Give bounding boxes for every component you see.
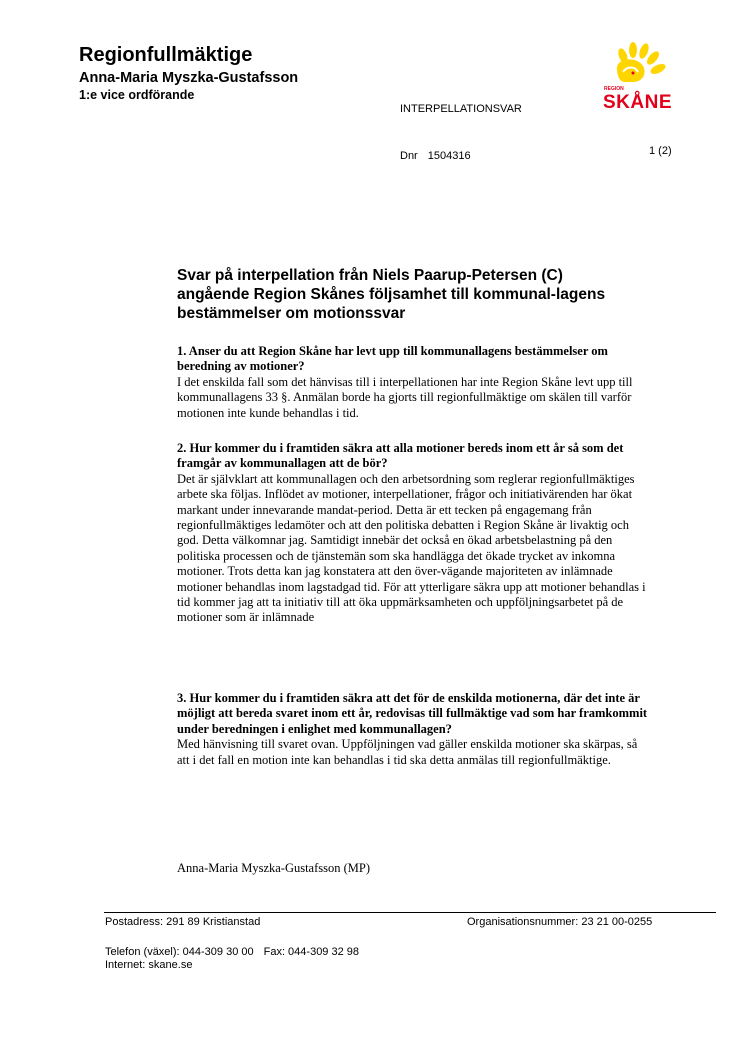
answer-section-2 bbox=[177, 441, 649, 626]
question-3: 3. Hur kommer du i framtiden säkra att det för de enskilda motionerna, där det inte är möjligt att bereda svaret inom ett år, redovisas till fullmäktige vad som har framkommit under beredningen i enlighet med kommunallagen? bbox=[177, 691, 648, 736]
logo-skane-text: SKÅNE bbox=[603, 92, 673, 113]
org-name: Regionfullmäktige bbox=[79, 44, 253, 66]
person-role: 1:e vice ordförande bbox=[79, 88, 195, 102]
person-name: Anna-Maria Myszka-Gustafsson bbox=[79, 70, 299, 86]
signature: Anna-Maria Myszka-Gustafsson (MP) bbox=[177, 861, 371, 875]
footer-contact bbox=[105, 946, 359, 959]
question-2: 2. Hur kommer du i framtiden säkra att alla motioner bereds inom ett år så som det framgår av kommunallagen att de bör? bbox=[177, 441, 624, 471]
answer-section-3 bbox=[177, 691, 649, 768]
diary-number bbox=[400, 150, 471, 162]
footer-divider bbox=[104, 912, 716, 913]
footer-org-number: Organisationsnummer: 23 21 00-0255 bbox=[467, 916, 653, 928]
dnr-label: Dnr bbox=[400, 150, 418, 162]
answer-2: Det är självklart att kommunallagen och den arbetsordning som reglerar regionfullmäktiges arbete ska följas. Inflödet av motioner, interpellationer, frågor och initiativärenden har ökat markant under innevarande mandat-period. Detta är ett tecken på engagemang från regionfullmäktiges ledamöter och att den politiska debatten i Region Skåne är livaktig och god. Detta välkomnar jag. Samtidigt innebär det också en ökad arbetsbelastning på den politiska processen och de tjänstemän som ska handlägga det ökade trycket av inkomna motioner. Trots detta kan jag konstatera att den över-vägande majoriteten av inlämnade motioner behandlas inom lagstadgad tid. För att ytterligare säkra upp att motioner behandlas i tid kommer jag att ta initiativ till att öka uppmärksamheten och uppföljningsarbetet på de motioner som är inlämnade bbox=[177, 471, 646, 625]
footer-internet: Internet: skane.se bbox=[105, 959, 193, 971]
dnr-number: 1504316 bbox=[427, 150, 471, 162]
answer-section-1 bbox=[177, 344, 649, 421]
logo-region-text: REGION bbox=[604, 86, 624, 92]
document-title: Svar på interpellation från Niels Paarup-Petersen (C) angående Region Skånes följsamhet till kommunal-lagens bestämmelser om motionssvar bbox=[177, 267, 606, 322]
footer-address: Postadress: 291 89 Kristianstad bbox=[105, 916, 261, 928]
page-number: 1 (2) bbox=[649, 145, 672, 157]
footer-fax: Fax: 044-309 32 98 bbox=[263, 946, 360, 958]
answer-3: Med hänvisning till svaret ovan. Uppföljningen vad gäller enskilda motioner ska skärpas, så att i det fall en motion inte kan behandlas i tid ska detta anmälas till regionfullmäktige. bbox=[177, 737, 638, 767]
question-1: 1. Anser du att Region Skåne har levt upp till kommunallagens bestämmelser om beredning av motioner? bbox=[177, 344, 608, 374]
answer-1: I det enskilda fall som det hänvisas till i interpellationen har inte Region Skåne levt upp till kommunallagens 33 §. Anmälan borde ha gjorts till regionfullmäktige om skälen till varför motionen inte kunde behandlas i tid. bbox=[177, 374, 633, 420]
footer-phone: Telefon (växel): 044-309 30 00 bbox=[105, 946, 254, 958]
document-type: INTERPELLATIONSVAR bbox=[400, 103, 522, 115]
